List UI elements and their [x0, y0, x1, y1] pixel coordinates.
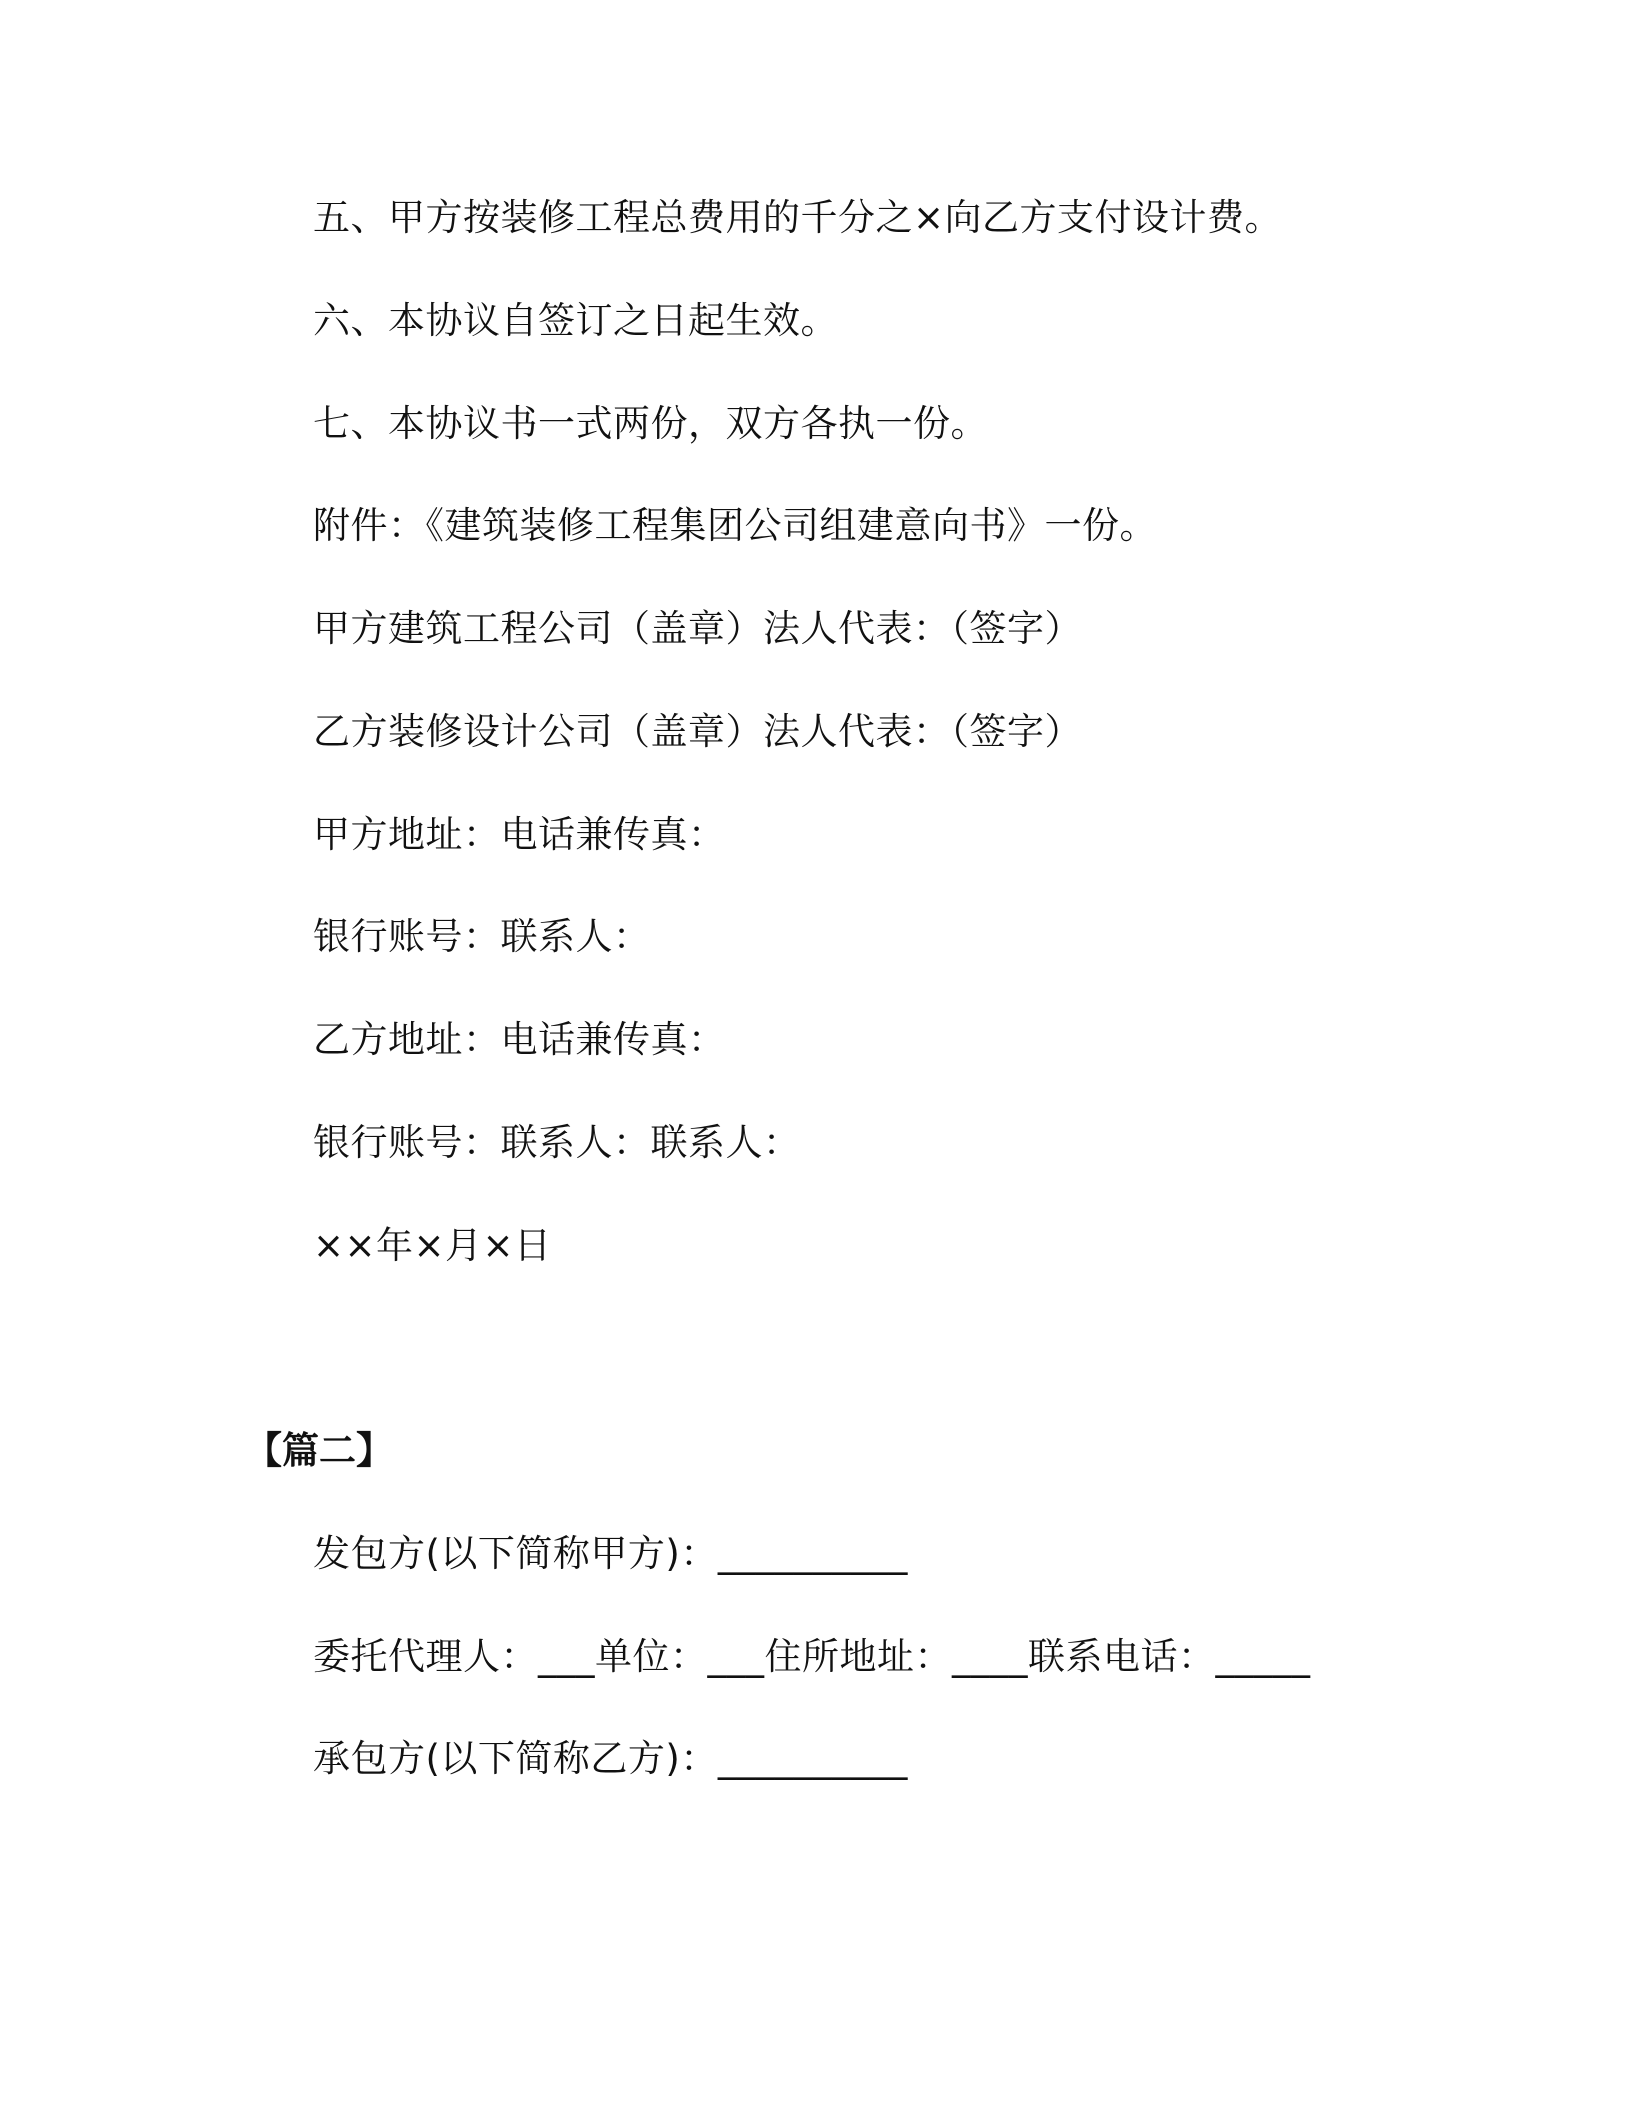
- clause-6: 六、本协议自签订之日起生效。: [313, 299, 838, 342]
- party-a-address-line: 甲方地址：电话兼传真：: [313, 813, 726, 856]
- party-a-signature-line: 甲方建筑工程公司（盖章）法人代表：（签字）: [313, 607, 1082, 650]
- employer-line: 发包方(以下简称甲方)：__________: [313, 1532, 908, 1575]
- party-b-address-line: 乙方地址：电话兼传真：: [313, 1018, 726, 1061]
- party-b-signature-line: 乙方装修设计公司（盖章）法人代表：（签字）: [313, 710, 1082, 753]
- date-line: ××年×月×日: [313, 1224, 552, 1267]
- party-a-bank-line: 银行账号：联系人：: [313, 915, 651, 958]
- party-b-bank-line: 银行账号：联系人：联系人：: [313, 1121, 801, 1164]
- contractor-line: 承包方(以下简称乙方)：__________: [313, 1737, 908, 1780]
- clause-7: 七、本协议书一式两份，双方各执一份。: [313, 402, 988, 445]
- agent-line: 委托代理人：___单位：___住所地址：____联系电话：_____: [313, 1635, 1311, 1678]
- clause-5: 五、甲方按装修工程总费用的千分之×向乙方支付设计费。: [313, 196, 1283, 239]
- attachment-line: 附件：《建筑装修工程集团公司组建意向书》一份。: [313, 504, 1157, 547]
- section-heading: 【篇二】: [245, 1429, 393, 1472]
